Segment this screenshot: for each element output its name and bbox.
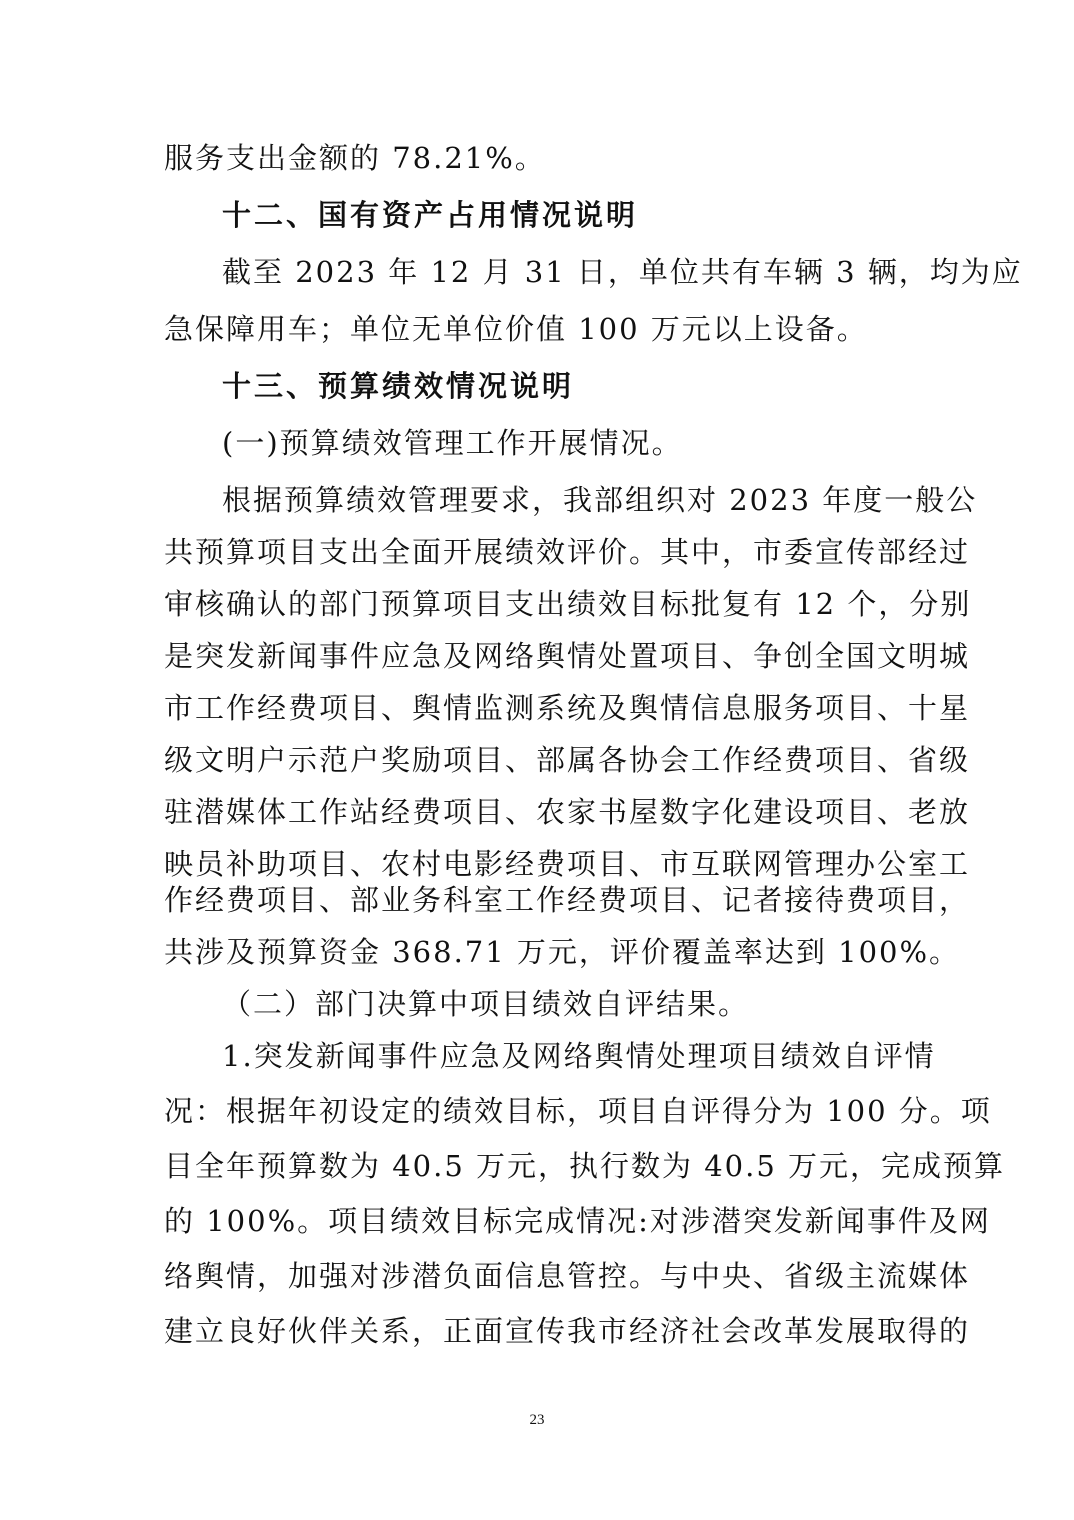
subsection-heading-2: （二）部门决算中项目绩效自评结果。 (222, 987, 750, 1021)
body-text-line: 目全年预算数为 40.5 万元，执行数为 40.5 万元，完成预算 (164, 1149, 1006, 1183)
body-text-line: 急保障用车；单位无单位价值 100 万元以上设备。 (164, 312, 868, 346)
subsection-heading-1: (一)预算绩效管理工作开展情况。 (222, 426, 683, 460)
body-text-line: 的 100%。项目绩效目标完成情况:对涉潜突发新闻事件及网 (164, 1204, 991, 1238)
body-text-line: 络舆情，加强对涉潜负面信息管控。与中央、省级主流媒体 (164, 1259, 971, 1293)
body-text-line: 审核确认的部门预算项目支出绩效目标批复有 12 个，分别 (164, 587, 972, 621)
page-number: 23 (529, 1412, 545, 1428)
body-text-line: 况：根据年初设定的绩效目标，项目自评得分为 100 分。项 (164, 1094, 992, 1128)
section-heading-12: 十二、国有资产占用情况说明 (222, 198, 639, 232)
body-text-line: 服务支出金额的 78.21%。 (164, 141, 546, 175)
body-text-line: 共预算项目支出全面开展绩效评价。其中，市委宣传部经过 (164, 535, 971, 569)
body-text-line: 1.突发新闻事件应急及网络舆情处理项目绩效自评情 (222, 1039, 936, 1073)
body-text-line: 建立良好伙伴关系，正面宣传我市经济社会改革发展取得的 (164, 1314, 971, 1348)
body-text-line: 根据预算绩效管理要求，我部组织对 2023 年度一般公 (222, 483, 978, 517)
body-text-line: 作经费项目、部业务科室工作经费项目、记者接待费项目， (164, 883, 971, 917)
body-text-line: 市工作经费项目、舆情监测系统及舆情信息服务项目、十星 (164, 691, 971, 725)
section-heading-13: 十三、预算绩效情况说明 (222, 369, 575, 403)
body-text-line: 共涉及预算资金 368.71 万元，评价覆盖率达到 100%。 (164, 935, 961, 969)
body-text-line: 是突发新闻事件应急及网络舆情处置项目、争创全国文明城 (164, 639, 971, 673)
body-text-line: 驻潜媒体工作站经费项目、农家书屋数字化建设项目、老放 (164, 795, 971, 829)
body-text-line: 级文明户示范户奖励项目、部属各协会工作经费项目、省级 (164, 743, 971, 777)
body-text-line: 截至 2023 年 12 月 31 日，单位共有车辆 3 辆，均为应 (222, 255, 1023, 289)
body-text-line: 映员补助项目、农村电影经费项目、市互联网管理办公室工 (164, 847, 971, 881)
